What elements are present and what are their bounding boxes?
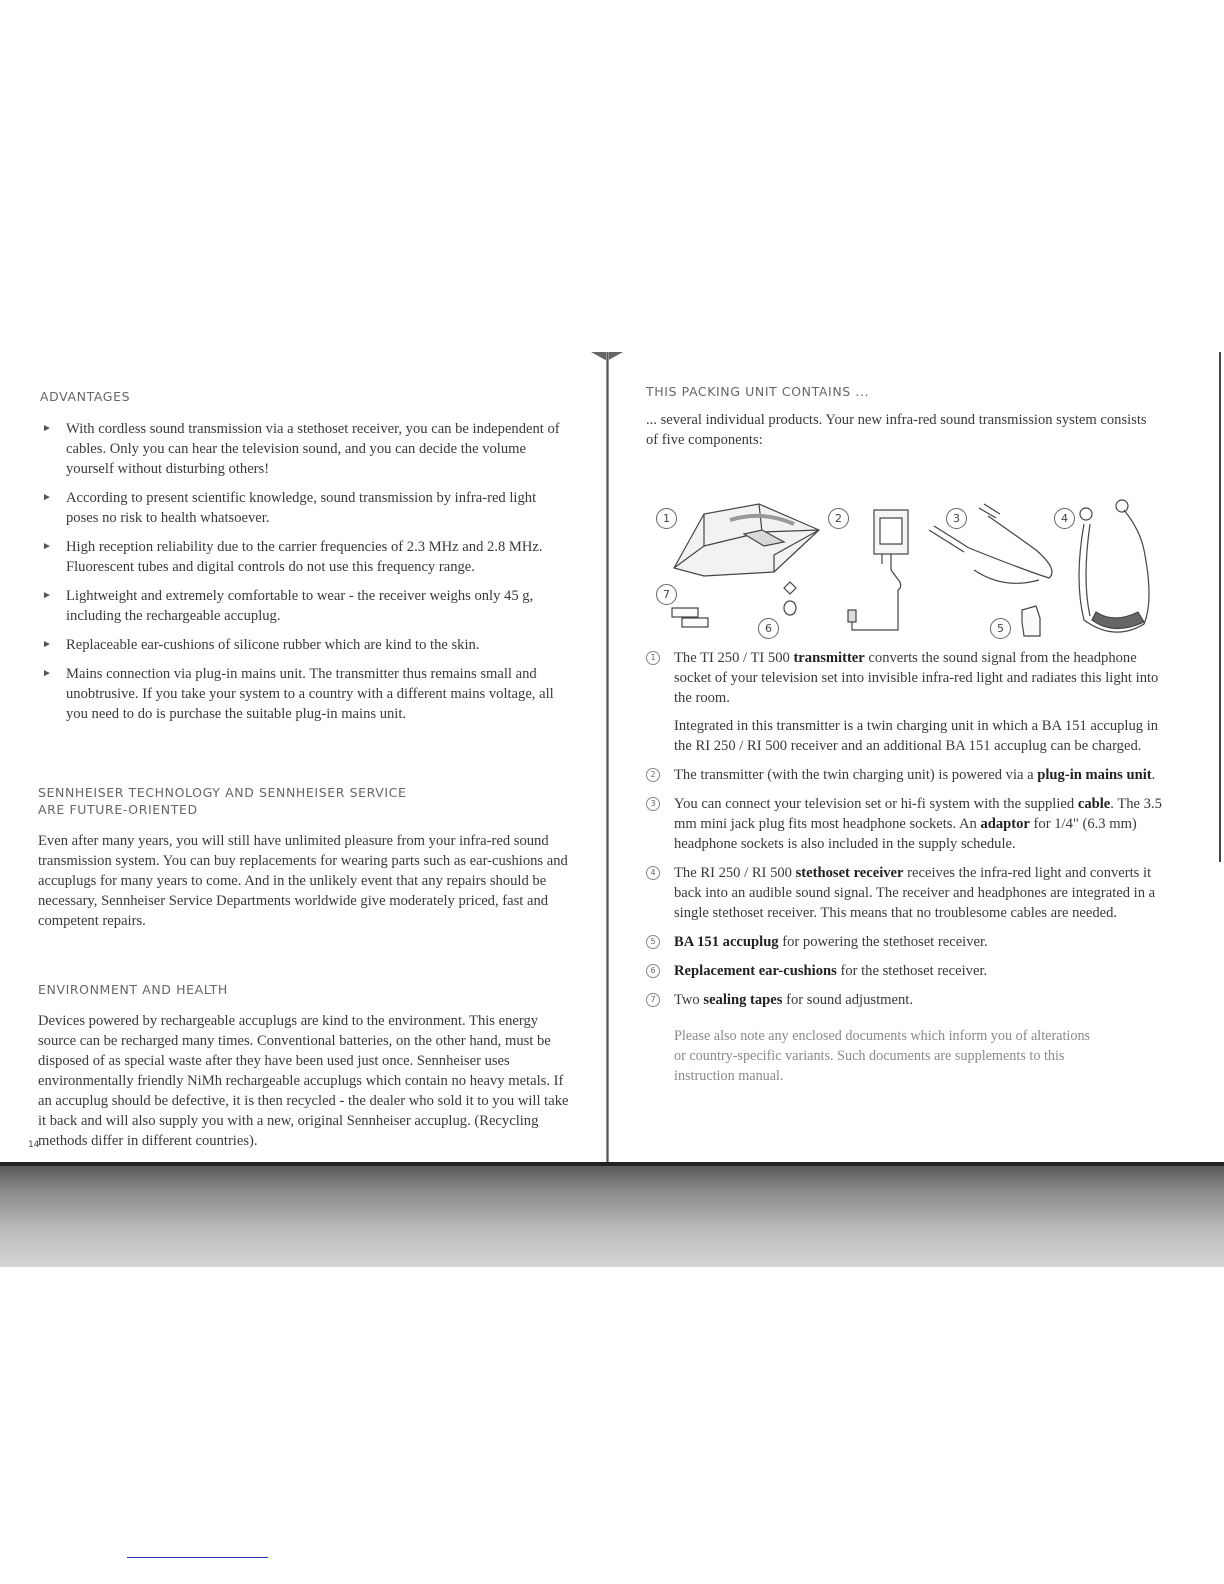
circled-number: 6 [646,964,660,978]
spine-fold [606,352,609,1164]
figure-number-4: 4 [1054,508,1075,529]
figure-number-2: 2 [828,508,849,529]
components-illustration [644,490,1169,648]
triangle-bullet-icon: ► [42,423,52,434]
figure-number-6: 6 [758,618,779,639]
triangle-bullet-icon: ► [42,639,52,650]
transmitter-drawing [674,504,819,576]
list-item: ► Replaceable ear-cushions of silicone rubber which are kind to the skin. [42,637,480,653]
list-item: 6 Replacement ear-cushions for the stethoset receiver. [646,961,1174,981]
list-item: ► With cordless sound transmission via a stethoset receiver, you can be independent of cables. Only you can hear the television sound, and you can decide the volume yourself without disturbing others! [42,421,560,477]
sealing-tapes-drawing [672,608,708,627]
circled-number: 7 [646,993,660,1007]
environment-section [38,981,570,1151]
list-item: ► Mains connection via plug-in mains unit. The transmitter thus remains small and unobtrusive. If you take your system to a country with a different mains voltage, all you need to do is purchase the suitable plug-in mains unit. [42,666,554,722]
circled-number: 2 [646,768,660,782]
list-item: 7 Two sealing tapes for sound adjustment. [646,990,1174,1010]
booklet-spread [0,352,1224,1267]
circled-number: 1 [646,651,660,665]
figure-number-7: 7 [656,584,677,605]
triangle-bullet-icon: ► [42,668,52,679]
components-section [646,648,1174,1100]
figure-number-3: 3 [946,508,967,529]
list-item: 5 BA 151 accuplug for powering the stethoset receiver. [646,932,1174,952]
page-bottom-shadow [0,1162,1224,1267]
list-item: ► High reception reliability due to the carrier frequencies of 2.3 MHz and 2.8 MHz. Fluorescent tubes and digital controls do not use this frequency range. [42,539,543,575]
components-list [646,648,1174,1010]
right-page-edge [1219,352,1221,862]
technology-text: Even after many years, you will still have unlimited pleasure from your infra-red sound transmission system. You can buy replacements for wearing parts such as ear-cushions and accuplugs for many years to come. And in the unlikely event that any repairs should be necessary, Sennheiser Service Departments worldwide give moderately priced, fast and competent repairs. [38,833,568,929]
circled-number: 3 [646,797,660,811]
documents-note: Please also note any enclosed documents which inform you of alterations or country-specific variants. Such documents are supplements to this instruction manual. [674,1028,1091,1084]
stethoset-receiver-drawing [1079,500,1149,632]
advantages-heading: ADVANTAGES [40,389,131,404]
environment-heading: ENVIRONMENT AND HEALTH [38,982,228,997]
circled-number: 4 [646,866,660,880]
advantages-list [40,419,572,724]
list-item: 3 You can connect your television set or hi-fi system with the supplied cable. The 3.5 mm mini jack plug fits most headphone sockets. An adaptor for 1/4" (6.3 mm) headphone sockets is also included in the supply schedule. [646,794,1174,854]
list-item: ► Lightweight and extremely comfortable to wear - the receiver weighs only 45 g, including the rechargeable accuplug. [42,588,534,624]
figure-number-5: 5 [990,618,1011,639]
packing-intro: ... several individual products. Your new infra-red sound transmission system consists of five components: [646,412,1147,448]
technology-section [38,784,570,931]
components-drawing [644,490,1169,648]
environment-text: Devices powered by rechargeable accuplugs are kind to the environment. This energy source can be recharged many times. Conventional batteries, on the other hand, must be disposed of as special waste after they have been used just once. Sennheiser uses environmentally friendly NiMh rechargeable accuplugs which contain no heavy metals. If an accuplug should be defective, it is then recycled - the dealer who sold it to you will take it back and will also supply you with a new, original Sennheiser accuplug. (Recycling methods differ in different countries). [38,1013,569,1149]
list-item: ► According to present scientific knowledge, sound transmission by infra-red light poses no risk to health whatsoever. [42,490,537,526]
advantages-section [40,388,572,733]
packing-heading: THIS PACKING UNIT CONTAINS ... [646,384,870,399]
mains-unit-drawing [848,510,908,630]
triangle-bullet-icon: ► [42,541,52,552]
footer-rule [127,1557,268,1558]
page-number-left: 14 [28,1140,40,1150]
triangle-bullet-icon: ► [42,590,52,601]
accuplug-drawing [1022,606,1040,636]
circled-number: 5 [646,935,660,949]
ear-cushions-drawing [784,582,796,615]
list-item: 2 The transmitter (with the twin charging unit) is powered via a plug-in mains unit. [646,765,1174,785]
figure-number-1: 1 [656,508,677,529]
list-item: 4 The RI 250 / RI 500 stethoset receiver receives the infra-red light and converts it back into an audible sound signal. The receiver and headphones are integrated in a single stethoset receiver. This means that no troublesome cables are needed. [646,863,1174,923]
triangle-bullet-icon: ► [42,492,52,503]
list-item: 1 The TI 250 / TI 500 transmitter converts the sound signal from the headphone socket of your television set into invisible infra-red light and radiates this light into the room. Integrated in this transmitter is a twin charging unit in which a BA 151 accuplug in the RI 250 / RI 500 receiver and an additional BA 151 accuplug can be charged. [646,648,1174,756]
technology-heading: SENNHEISER TECHNOLOGY AND SENNHEISER SERVICE ARE FUTURE-ORIENTED [38,785,407,817]
